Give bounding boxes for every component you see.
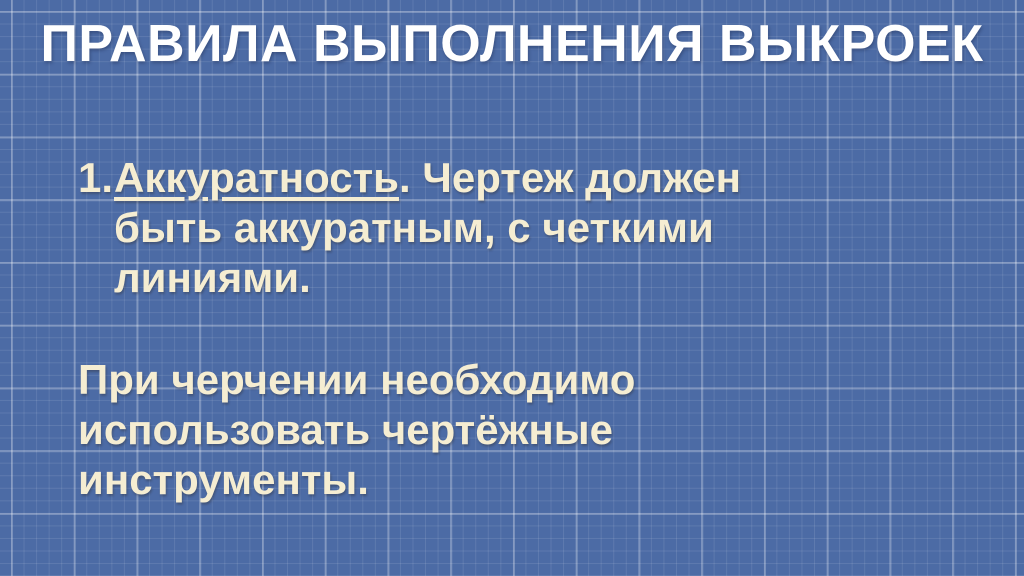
slide-title: ПРАВИЛА ВЫПОЛНЕНИЯ ВЫКРОЕК <box>40 15 984 73</box>
body-paragraph <box>78 355 958 505</box>
slide-body <box>78 153 958 505</box>
list-item-line-1 <box>78 153 958 203</box>
list-item-number: 1. <box>78 154 114 201</box>
list-item-line-1-rest: . Чертеж должен <box>398 154 742 201</box>
list-item-line-3: линиями. <box>114 254 311 301</box>
underlined-term: Аккуратность <box>114 154 399 201</box>
paragraph-line-3: инструменты. <box>78 456 369 503</box>
numbered-list-item <box>78 153 958 303</box>
paragraph-line-2: использовать чертёжные <box>78 406 613 453</box>
list-item-line-2: быть аккуратным, с четкими <box>114 204 714 251</box>
paragraph-line-1: При черчении необходимо <box>78 356 636 403</box>
